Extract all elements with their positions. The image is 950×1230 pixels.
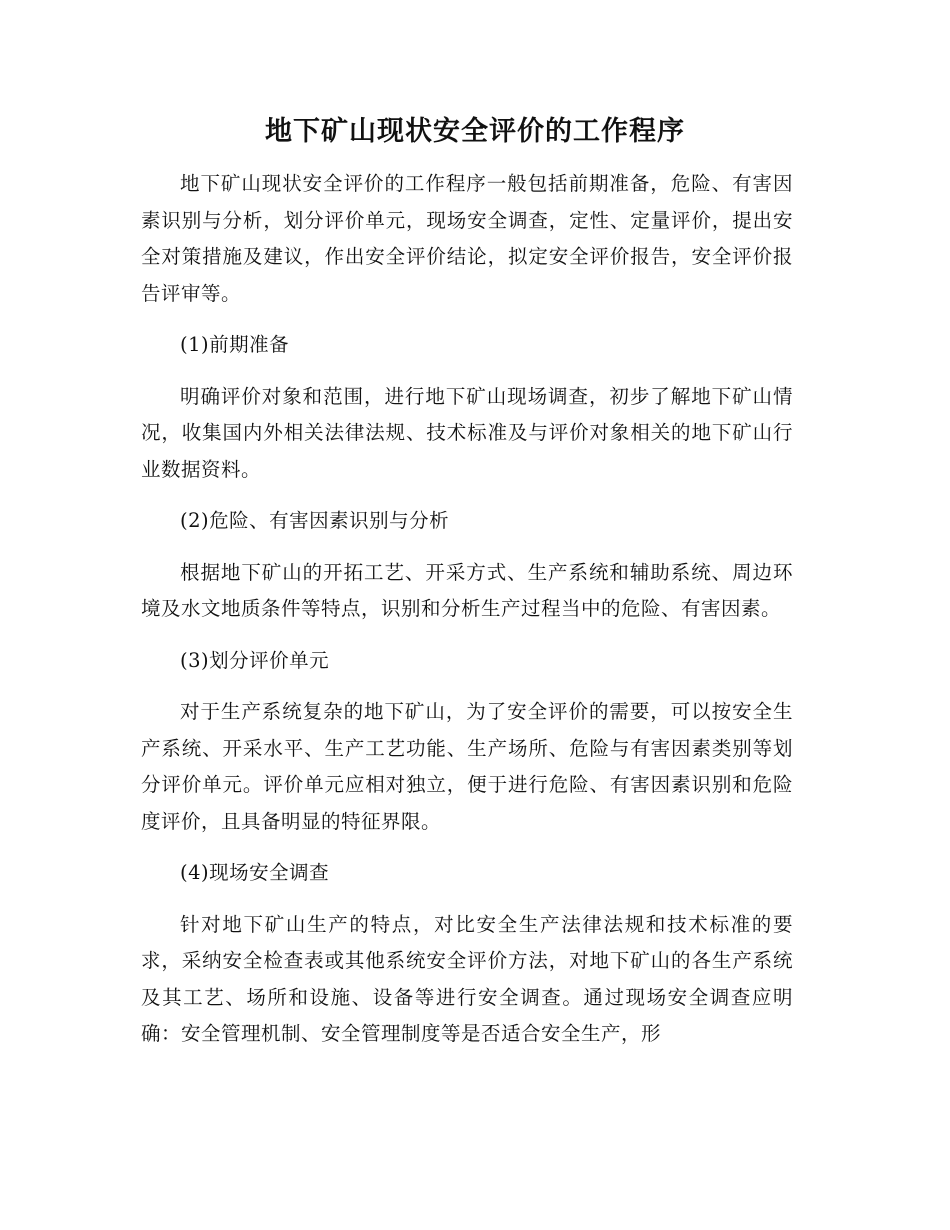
section-heading: (4)现场安全调查 (180, 861, 330, 884)
paragraph: 地下矿山现状安全评价的工作程序一般包括前期准备，危险、有害因素识别与分析，划分评价单元，现场安全调查，定性、定量评价，提出安全对策措施及建议，作出安全评价结论，拟定安全评价报告，安全评价报告评审等。 (141, 172, 793, 305)
document-body (141, 166, 793, 1068)
paragraph: 对于生产系统复杂的地下矿山，为了安全评价的需要，可以按安全生产系统、开采水平、生产工艺功能、生产场所、危险与有害因素类别等划分评价单元。评价单元应相对独立，便于进行危险、有害因素识别和危险度评价，且具备明显的特征界限。 (141, 700, 793, 833)
section-heading: (3)划分评价单元 (180, 648, 330, 672)
paragraph: 明确评价对象和范围，进行地下矿山现场调查，初步了解地下矿山情况，收集国内外相关法律法规、技术标准及与评价对象相关的地下矿山行业数据资料。 (141, 384, 793, 481)
section-heading: (2)危险、有害因素识别与分析 (180, 509, 450, 532)
paragraph: 根据地下矿山的开拓工艺、开采方式、生产系统和辅助系统、周边环境及水文地质条件等特点，识别和分析生产过程当中的危险、有害因素。 (141, 560, 793, 620)
section-heading: (1)前期准备 (180, 333, 290, 356)
paragraph: 针对地下矿山生产的特点，对比安全生产法律法规和技术标准的要求，采纳安全检查表或其他系统安全评价方法，对地下矿山的各生产系统及其工艺、场所和设施、设备等进行安全调查。通过现场安全调查应明确：安全管理机制、安全管理制度等是否适合安全生产，形 (141, 912, 793, 1045)
document-title: 地下矿山现状安全评价的工作程序 (265, 116, 685, 147)
